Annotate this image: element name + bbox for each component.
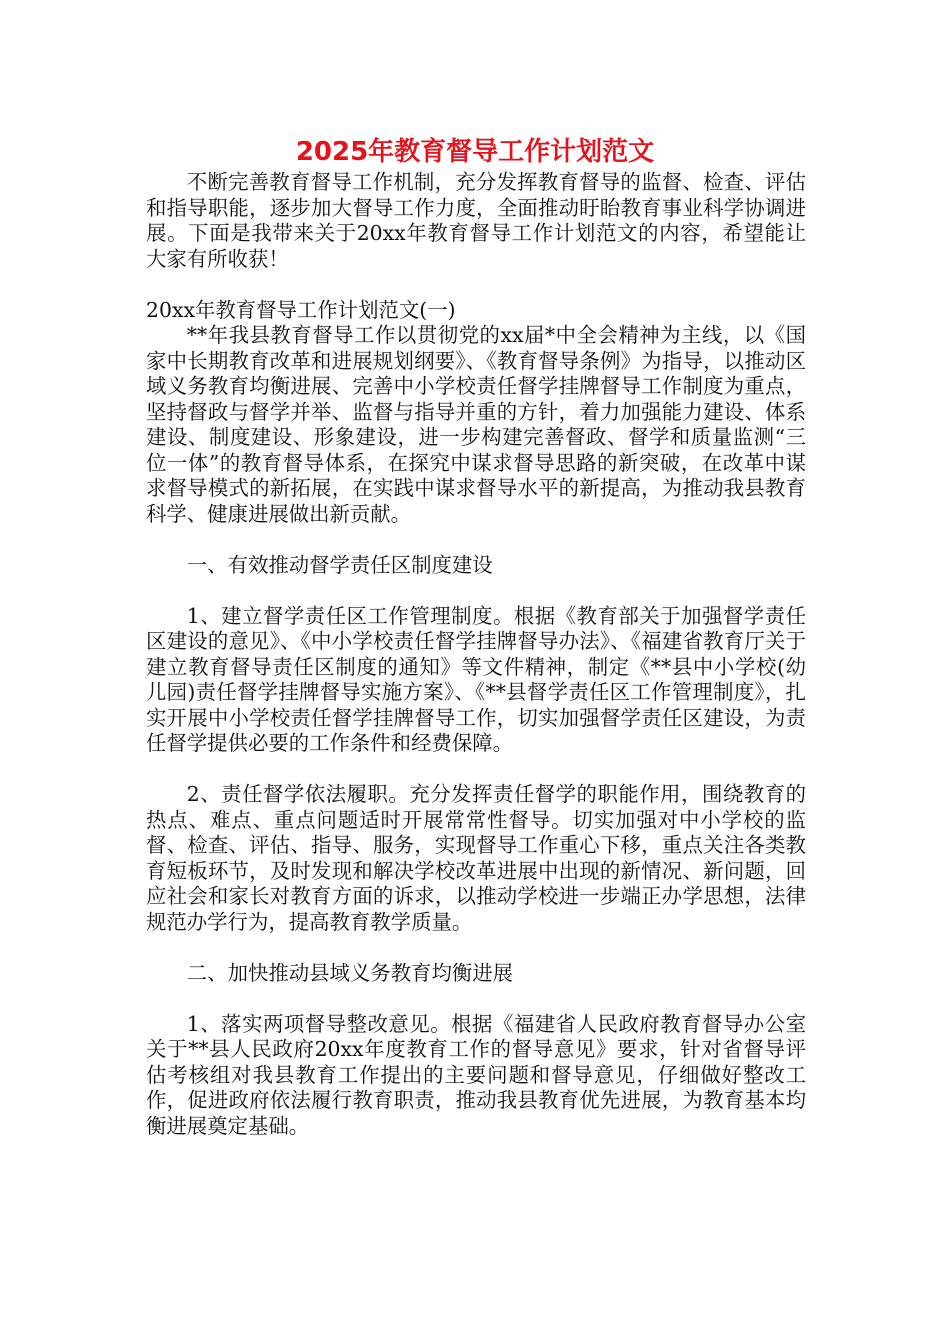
item-1-2: 2、责任督学依法履职。充分发挥责任督学的职能作用，围绕教育的热点、难点、重点问题适时开展常常性督导。切实加强对中小学校的监督、检查、评估、指导、服务，实现督导工作重心下移，重点关注各类教育短板环节，及时发现和解决学校改革进展中出现的新情况、新问题，回应社会和家长对教育方面的诉求，以推动学校进一步端正办学思想，法律规范办学行为，提高教育教学质量。: [146, 782, 806, 934]
heading-2: 二、加快推动县域义务教育均衡进展: [186, 960, 514, 985]
paragraph-1: **年我县教育督导工作以贯彻党的xx届*中全会精神为主线，以《国家中长期教育改革和进展规划纲要》、《教育督导条例》为指导，以推动区域义务教育均衡进展、完善中小学校责任督学挂牌督导工作制度为重点，坚持督政与督学并举、监督与指导并重的方针，着力加强能力建设、体系建设、制度建设、形象建设，进一步构建完善督政、督学和质量监测“三位一体”的教育督导体系，在探究中谋求督导思路的新突破，在改革中谋求督导模式的新拓展，在实践中谋求督导水平的新提高，为推动我县教育科学、健康进展做出新贡献。: [146, 323, 806, 526]
document-title: 2025年教育督导工作计划范文: [295, 137, 655, 167]
paragraph-gap: [146, 935, 806, 961]
paragraph-gap: [146, 757, 806, 783]
intro-paragraph: 不断完善教育督导工作机制，充分发挥教育督导的监督、检查、评估和指导职能，逐步加大督导工作力度，全面推动盱眙教育事业科学协调进展。下面是我带来关于20xx年教育督导工作计划范文的内容，希望能让大家有所收获！: [146, 170, 806, 271]
heading-1: 一、有效推动督学责任区制度建设: [186, 552, 493, 577]
paragraph-gap: [146, 527, 806, 553]
paragraph-gap: [146, 578, 806, 604]
document-body: [146, 170, 806, 1139]
section-subtitle: 20xx年教育督导工作计划范文(一): [146, 297, 456, 322]
paragraph-gap: [146, 272, 806, 298]
paragraph-gap: [146, 986, 806, 1012]
item-2-1: 1、落实两项督导整改意见。根据《福建省人民政府教育督导办公室关于**县人民政府20xx年度教育工作的督导意见》要求，针对省督导评估考核组对我县教育工作提出的主要问题和督导意见，仔细做好整改工作，促进政府依法履行教育职责，推动我县教育优先进展，为教育基本均衡进展奠定基础。: [146, 1011, 806, 1138]
item-1-1: 1、建立督学责任区工作管理制度。根据《教育部关于加强督学责任区建设的意见》、《中小学校责任督学挂牌督导办法》、《福建省教育厅关于建立教育督导责任区制度的通知》等文件精神，制定《**县中小学校(幼儿园)责任督学挂牌督导实施方案》、《**县督学责任区工作管理制度》，扎实开展中小学校责任督学挂牌督导工作，切实加强督学责任区建设，为责任督学提供必要的工作条件和经费保障。: [146, 603, 806, 755]
